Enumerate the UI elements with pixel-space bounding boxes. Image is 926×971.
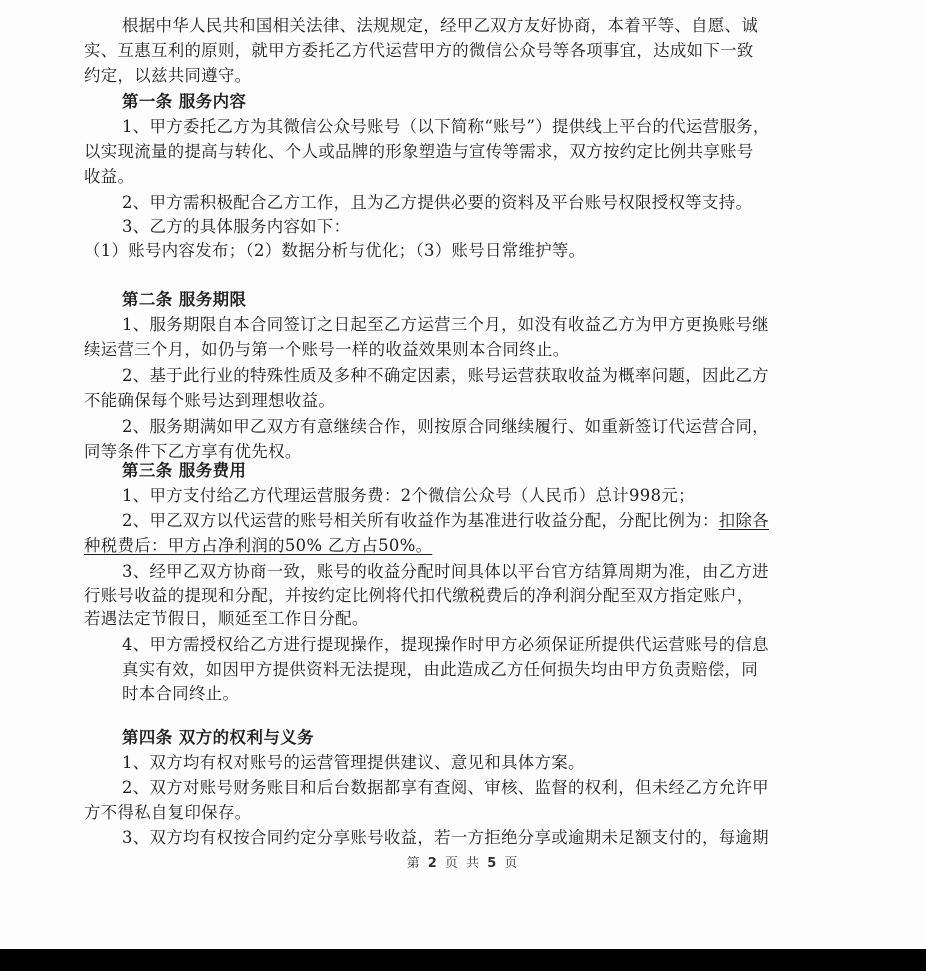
text-segment: 3、双方均有权按合同约定分享账号收益，若一方拒绝分享或逾期未足额支付的，每逾期 (122, 828, 769, 847)
current-page-number: 2 (427, 856, 439, 871)
text-line (84, 64, 251, 88)
section-heading (122, 726, 314, 750)
text-segment: 不能确保每个账号达到理想收益。 (84, 391, 336, 410)
text-segment: 若遇法定节假日，顺延至工作日分配。 (84, 609, 369, 628)
text-line (122, 509, 769, 533)
text-line (84, 239, 585, 263)
text-segment: 2、双方对账号财务账目和后台数据都享有查阅、审核、监督的权利，但未经乙方允许甲 (122, 778, 769, 797)
text-segment: 3、经甲乙双方协商一致，账号的收益分配时间具体以平台官方结算周期为准，由乙方进 (122, 562, 769, 581)
text-segment: （1）账号内容发布；（2）数据分析与优化；（3）账号日常维护等。 (84, 241, 586, 260)
page-footer (0, 852, 926, 871)
text-line (122, 682, 239, 706)
text-segment: 根据中华人民共和国相关法律、法规规定，经甲乙双方友好协商，本着平等、自愿、诚 (122, 16, 759, 35)
text-line (84, 338, 569, 362)
text-line (84, 801, 251, 825)
footer-suffix: 页 (504, 856, 520, 871)
text-line (122, 364, 769, 388)
text-line (84, 39, 754, 63)
text-line (84, 389, 335, 413)
footer-middle: 页 共 (444, 856, 482, 871)
total-pages-number: 5 (487, 856, 499, 871)
text-line (122, 313, 769, 337)
text-segment: 2、甲乙双方以代运营的账号相关所有收益作为基准进行收益分配，分配比例为： (122, 511, 719, 530)
footer-prefix: 第 (406, 856, 422, 871)
text-segment: 真实有效，如因甲方提供资料无法提现，由此造成乙方任何损失均由甲方负责赔偿，同 (122, 660, 759, 679)
text-segment: 以实现流量的提高与转化、个人或品牌的形象塑造与宣传等需求，双方按约定比例共享账号 (84, 142, 754, 161)
text-segment: 3、乙方的具体服务内容如下： (122, 217, 351, 236)
text-segment: 2、基于此行业的特殊性质及多种不确定因素，账号运营获取收益为概率问题，因此乙方 (122, 366, 769, 385)
section-heading (122, 459, 246, 483)
text-segment: 4、甲方需授权给乙方进行提现操作，提现操作时甲方必须保证所提供代运营账号的信息 (122, 635, 769, 654)
text-segment: 第二条 服务期限 (122, 290, 247, 309)
text-segment: 方不得私自复印保存。 (84, 803, 252, 822)
text-line (122, 776, 769, 800)
section-heading (122, 288, 246, 312)
text-line (122, 633, 769, 657)
text-line (122, 415, 769, 439)
text-segment: 同等条件下乙方享有优先权。 (84, 442, 302, 461)
text-segment: 实、互惠互利的原则，就甲方委托乙方代运营甲方的微信公众号等各项事宜，达成如下一致 (84, 41, 754, 60)
text-line (84, 584, 754, 608)
text-segment: 1、甲方委托乙方为其微信公众号账号（以下简称“账号”）提供线上平台的代运营服务， (122, 117, 770, 136)
text-line (122, 658, 758, 682)
bottom-black-band (0, 949, 926, 971)
text-segment: 时本合同终止。 (122, 684, 240, 703)
underlined-text: 种税费后：甲方占净利润的50% 乙方占50%。 (84, 536, 433, 555)
text-line (84, 607, 369, 631)
text-line (84, 165, 134, 189)
text-line (122, 215, 350, 239)
section-heading (122, 90, 246, 114)
underlined-text: 扣除各 (718, 511, 769, 530)
text-segment: 1、甲方支付给乙方代理运营服务费：2个微信公众号（人民币）总计998元； (122, 486, 695, 505)
text-segment: 约定，以兹共同遵守。 (84, 66, 252, 85)
text-line (84, 140, 754, 164)
text-segment: 续运营三个月，如仍与第一个账号一样的收益效果则本合同终止。 (84, 340, 570, 359)
text-segment: 收益。 (84, 167, 135, 186)
text-line (84, 534, 432, 558)
text-segment: 第三条 服务费用 (122, 461, 247, 480)
text-segment: 2、服务期满如甲乙双方有意继续合作，则按原合同继续履行、如重新签订代运营合同， (122, 417, 769, 436)
text-line (122, 191, 752, 215)
text-line (122, 751, 585, 775)
text-line (122, 484, 695, 508)
text-line (122, 14, 758, 38)
text-segment: 第四条 双方的权利与义务 (122, 728, 315, 747)
text-line (122, 115, 770, 139)
text-segment: 行账号收益的提现和分配，并按约定比例将代扣代缴税费后的净利润分配至双方指定账户， (84, 586, 754, 605)
text-line (122, 560, 769, 584)
text-segment: 2、甲方需积极配合乙方工作，且为乙方提供必要的资料及平台账号权限授权等支持。 (122, 193, 753, 212)
text-line (122, 826, 769, 850)
text-segment: 1、服务期限自本合同签订之日起至乙方运营三个月，如没有收益乙方为甲方更换账号继 (122, 315, 769, 334)
text-segment: 1、双方均有权对账号的运营管理提供建议、意见和具体方案。 (122, 753, 585, 772)
text-segment: 第一条 服务内容 (122, 92, 247, 111)
